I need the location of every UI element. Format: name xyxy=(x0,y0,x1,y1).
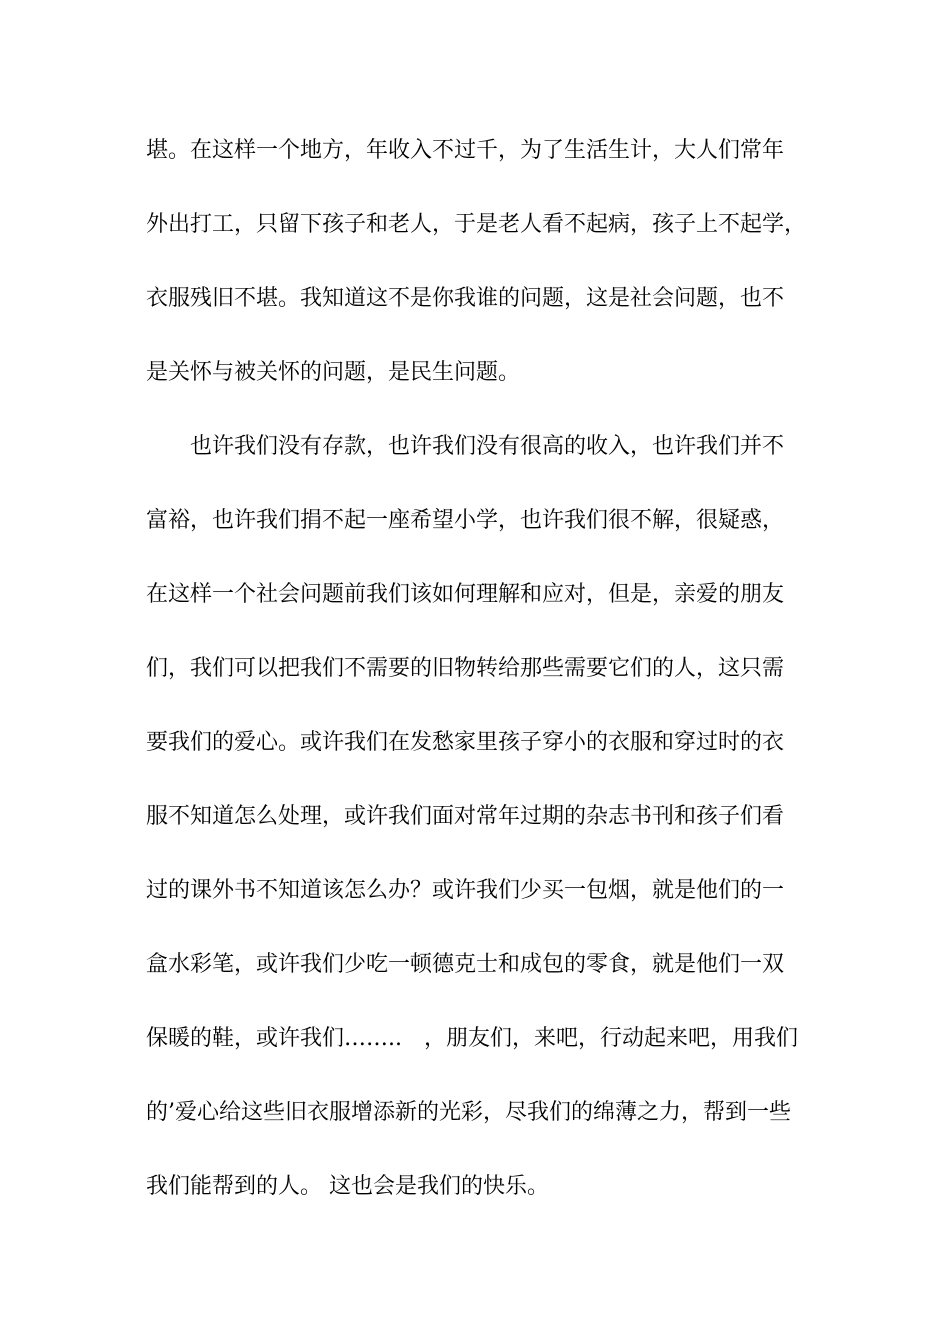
text-line: 我们能帮到的人。 这也会是我们的快乐。 xyxy=(146,1174,549,1199)
text-line: 保暖的鞋，或许我们…….. ，朋友们，来吧，行动起来吧，用我们 xyxy=(146,1026,798,1051)
text-line: 堪。在这样一个地方，年收入不过千，为了生活生计，大人们常年 xyxy=(146,138,785,163)
text-line: 服不知道怎么处理，或许我们面对常年过期的杂志书刊和孩子们看 xyxy=(146,804,785,829)
paragraph-start-line: 也许我们没有存款，也许我们没有很高的收入，也许我们并不 xyxy=(190,434,785,459)
text-line: 的’爱心给这些旧衣服增添新的光彩，尽我们的绵薄之力，帮到一些 xyxy=(146,1100,791,1125)
text-line: 富裕，也许我们捐不起一座希望小学，也许我们很不解，很疑惑， xyxy=(146,508,785,533)
text-line: 要我们的爱心。或许我们在发愁家里孩子穿小的衣服和穿过时的衣 xyxy=(146,730,785,755)
body-text xyxy=(146,128,846,1238)
text-line: 盒水彩笔，或许我们少吃一顿德克士和成包的零食，就是他们一双 xyxy=(146,952,785,977)
text-line: 衣服残旧不堪。我知道这不是你我谁的问题，这是社会问题，也不 xyxy=(146,286,785,311)
text-line: 外出打工，只留下孩子和老人，于是老人看不起病，孩子上不起学， xyxy=(146,212,807,237)
text-line: 过的课外书不知道该怎么办？或许我们少买一包烟，就是他们的一 xyxy=(146,878,785,903)
text-line: 是关怀与被关怀的问题，是民生问题。 xyxy=(146,360,521,385)
text-line: 在这样一个社会问题前我们该如何理解和应对，但是，亲爱的朋友 xyxy=(146,582,785,607)
text-line: 们，我们可以把我们不需要的旧物转给那些需要它们的人，这只需 xyxy=(146,656,785,681)
